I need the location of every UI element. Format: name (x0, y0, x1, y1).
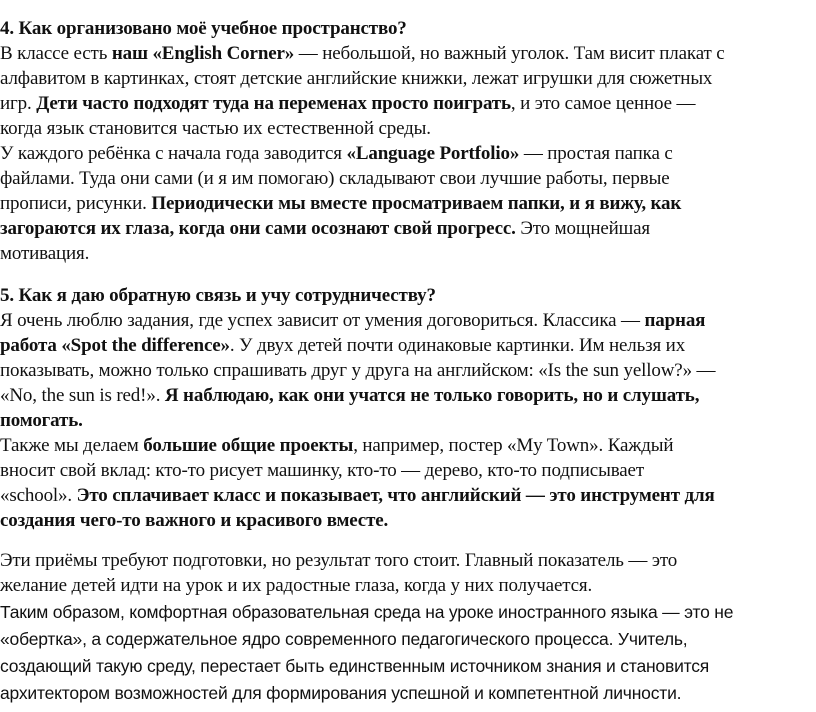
paragraph-line: работа «Spot the difference». У двух детей почти одинаковые картинки. Им нельзя их (0, 335, 686, 356)
conclusion-line: Таким образом, комфортная образовательная среда на уроке иностранного языка — это не (0, 602, 734, 622)
paragraph-line: загораются их глаза, когда они сами осознают свой прогресс. Это мощнейшая (0, 218, 650, 239)
conclusion-line: «обертка», а содержательное ядро современного педагогического процесса. Учитель, (0, 629, 688, 649)
paragraph-line: «No, the sun is red!». Я наблюдаю, как они учатся не только говорить, но и слушать, (0, 385, 700, 406)
language-portfolio-bold: «Language Portfolio» (346, 143, 520, 164)
paragraph-line: У каждого ребёнка с начала года заводится «Language Portfolio» — простая папка с (0, 143, 673, 164)
conclusion-line: создающий такую среду, перестает быть единственным источником знания и становится (0, 656, 710, 676)
paragraph-line: прописи, рисунки. Периодически мы вместе просматриваем папки, и я вижу, как (0, 193, 682, 214)
paragraph-line: мотивация. (0, 243, 90, 264)
paragraph-line: В классе есть наш «English Corner» — небольшой, но важный уголок. Там висит плакат с (0, 43, 725, 64)
paragraph-line: вносит свой вклад: кто-то рисует машинку, кто-то — дерево, кто-то подписывает (0, 460, 644, 481)
section-5-heading: 5. Как я даю обратную связь и учу сотрудничеству? (0, 285, 436, 306)
spot-the-difference-bold: работа «Spot the difference» (0, 335, 230, 356)
paragraph-line: желание детей идти на урок и их радостные глаза, когда у них получается. (0, 575, 593, 596)
section-4-heading: 4. Как организовано моё учебное пространство? (0, 18, 407, 39)
paragraph-line: помогать. (0, 410, 83, 431)
paragraph-line: когда язык становится частью их естественной среды. (0, 118, 431, 139)
english-corner-bold: наш «English Corner» (111, 43, 295, 64)
paragraph-line: показывать, можно только спрашивать друг у друга на английском: «Is the sun yellow?» — (0, 360, 716, 381)
paragraph-line: файлами. Туда они сами (и я им помогаю) складывают свои лучшие работы, первые (0, 168, 670, 189)
paragraph-line: Я очень люблю задания, где успех зависит от умения договориться. Классика — парная (0, 310, 706, 331)
paragraph-line: «school». Это сплачивает класс и показывает, что английский — это инструмент для (0, 485, 715, 506)
paragraph-line: Также мы делаем большие общие проекты, например, постер «My Town». Каждый (0, 435, 674, 456)
conclusion-line: архитектором возможностей для формирования успешной и компетентной личности. (0, 683, 682, 703)
paragraph-line: игр. Дети часто подходят туда на переменах просто поиграть, и это самое ценное — (0, 93, 696, 114)
paragraph-line: алфавитом в картинках, стоят детские английские книжки, лежат игрушки для сюжетных (0, 68, 713, 89)
paragraph-line: создания чего-то важного и красивого вместе. (0, 510, 389, 531)
paragraph-line: Эти приёмы требуют подготовки, но результат того стоит. Главный показатель — это (0, 550, 678, 571)
